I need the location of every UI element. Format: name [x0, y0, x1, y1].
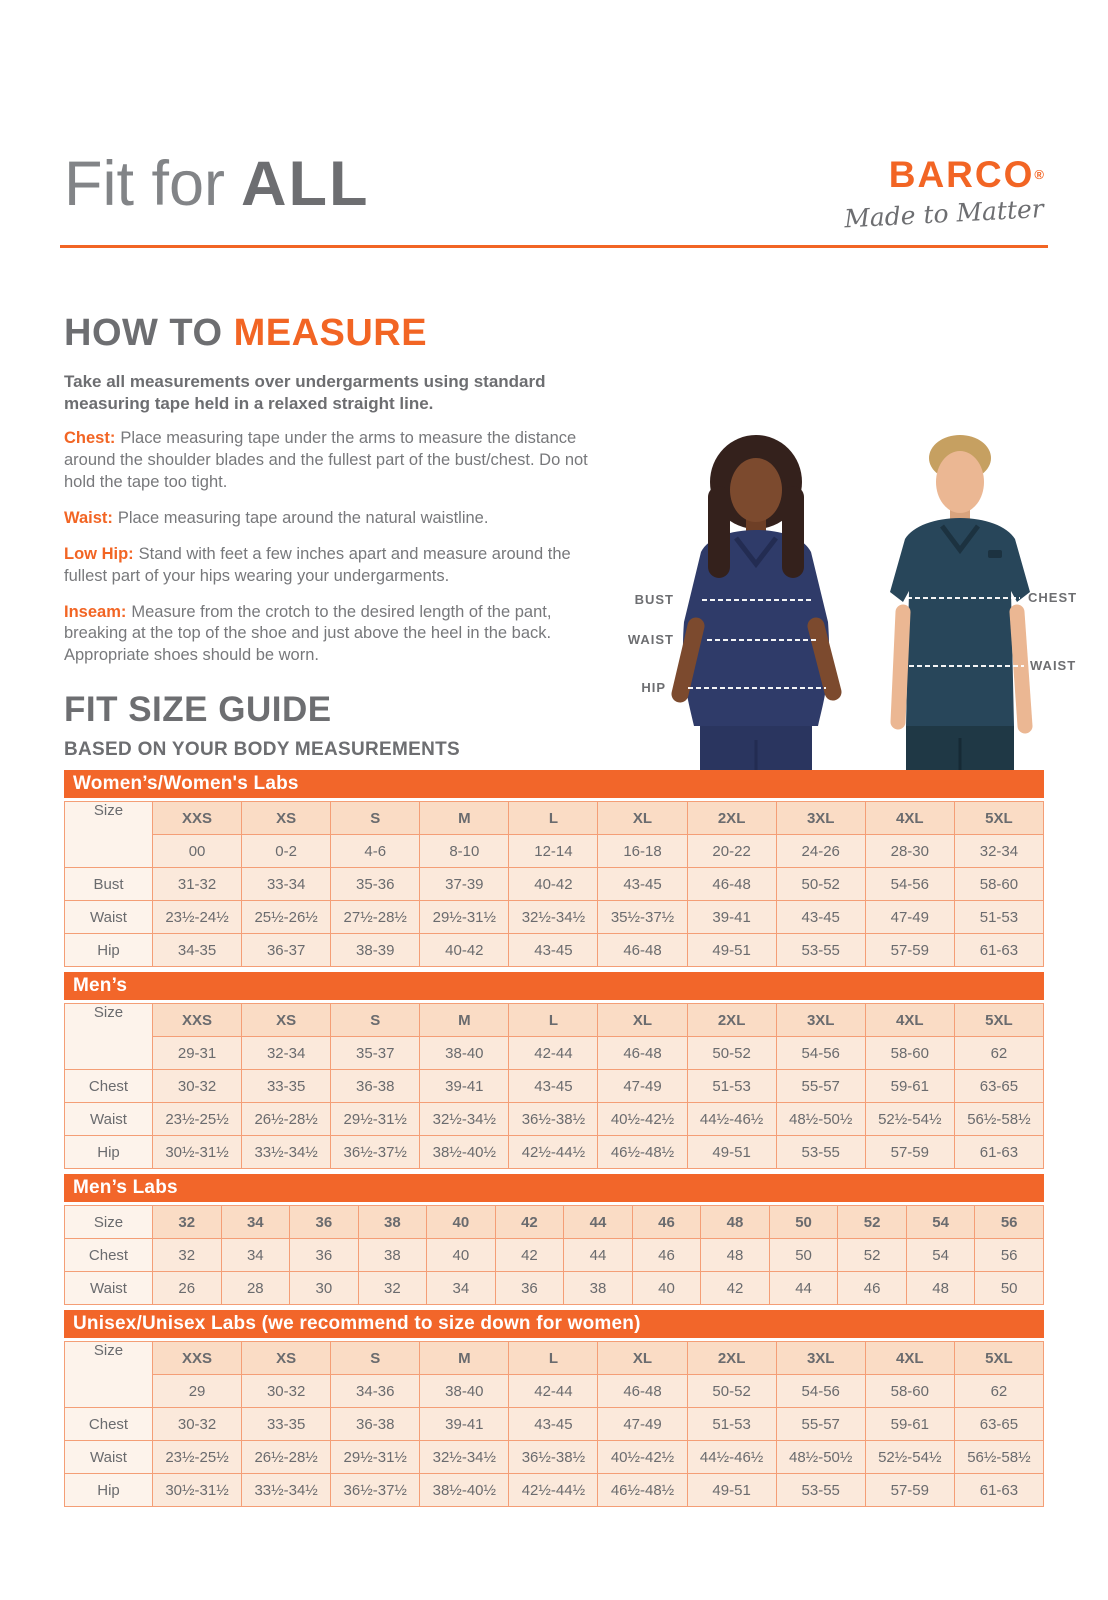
measure-value-cell: 56	[975, 1239, 1044, 1272]
measure-label-cell: Chest	[65, 1070, 153, 1103]
size-number-cell: 16-18	[598, 835, 687, 868]
step-text: Place measuring tape around the natural waistline.	[117, 508, 489, 527]
measure-label-cell: Hip	[65, 934, 153, 967]
size-number-cell: 54-56	[776, 1037, 865, 1070]
size-number-cell: 32-34	[242, 1037, 331, 1070]
size-header-cell: M	[420, 1342, 509, 1375]
measure-step-waist	[64, 508, 616, 530]
measure-value-cell: 51-53	[687, 1070, 776, 1103]
measure-value-cell: 49-51	[687, 1474, 776, 1507]
measure-value-cell: 48	[906, 1272, 975, 1305]
size-header-cell: 42	[495, 1206, 564, 1239]
measure-value-cell: 46½-48½	[598, 1474, 687, 1507]
measure-label-cell: Chest	[65, 1239, 153, 1272]
measure-value-cell: 59-61	[865, 1408, 954, 1441]
table-row	[65, 901, 1044, 934]
measure-value-cell: 40-42	[509, 868, 598, 901]
measure-value-cell: 54-56	[865, 868, 954, 901]
measure-value-cell: 55-57	[776, 1070, 865, 1103]
size-header-cell: 5XL	[954, 802, 1043, 835]
measure-value-cell: 43-45	[509, 1408, 598, 1441]
size-header-cell: 3XL	[776, 1004, 865, 1037]
step-label: Low Hip:	[64, 544, 134, 563]
measure-intro: Take all measurements over undergarments using standard measuring tape held in a relaxed straight line.	[64, 372, 546, 414]
measure-value-cell: 34-35	[153, 934, 242, 967]
size-number-cell: 38-40	[420, 1375, 509, 1408]
measure-value-cell: 44½-46½	[687, 1441, 776, 1474]
measure-value-cell: 40	[427, 1239, 496, 1272]
size-number-cell: 46-48	[598, 1375, 687, 1408]
measure-value-cell: 29½-31½	[331, 1441, 420, 1474]
brand-tagline: Made to Matter	[843, 194, 1045, 234]
measure-value-cell: 56½-58½	[954, 1441, 1043, 1474]
size-number-cell: 29	[153, 1375, 242, 1408]
measure-value-cell: 40½-42½	[598, 1441, 687, 1474]
measure-value-cell: 38	[564, 1272, 633, 1305]
size-number-cell: 24-26	[776, 835, 865, 868]
measure-value-cell: 42½-44½	[509, 1136, 598, 1169]
size-header-cell: 36	[290, 1206, 359, 1239]
how-to-measure-title-accent: MEASURE	[233, 312, 428, 354]
size-header-cell: XXS	[153, 1342, 242, 1375]
size-header-cell: M	[420, 1004, 509, 1037]
table-row	[65, 1004, 1044, 1037]
measure-value-cell: 39-41	[420, 1070, 509, 1103]
measure-value-cell: 53-55	[776, 1474, 865, 1507]
measure-value-cell: 52	[838, 1239, 907, 1272]
size-header-cell: 4XL	[865, 802, 954, 835]
measure-value-cell: 58-60	[954, 868, 1043, 901]
measure-value-cell: 33½-34½	[242, 1136, 331, 1169]
measure-value-cell: 33-35	[242, 1070, 331, 1103]
measure-value-cell: 27½-28½	[331, 901, 420, 934]
page-title-bold: ALL	[241, 149, 370, 219]
size-header-cell: 50	[769, 1206, 838, 1239]
woman-model	[680, 435, 833, 770]
measure-value-cell: 51-53	[687, 1408, 776, 1441]
measure-value-cell: 34	[427, 1272, 496, 1305]
table-row	[65, 1408, 1044, 1441]
measure-value-cell: 23½-25½	[153, 1441, 242, 1474]
measure-label-cell: Waist	[65, 1103, 153, 1136]
size-number-cell: 30-32	[242, 1375, 331, 1408]
size-header-cell: 44	[564, 1206, 633, 1239]
size-header-cell: 4XL	[865, 1342, 954, 1375]
models-photo	[604, 428, 1108, 770]
measure-value-cell: 31-32	[153, 868, 242, 901]
measure-value-cell: 38½-40½	[420, 1136, 509, 1169]
measure-value-cell: 30½-31½	[153, 1136, 242, 1169]
measure-value-cell: 36-38	[331, 1408, 420, 1441]
size-header-cell: 34	[221, 1206, 290, 1239]
size-tables	[64, 770, 1044, 1512]
size-header-cell: XXS	[153, 802, 242, 835]
step-text: Stand with feet a few inches apart and measure around the fullest part of your hips wearing your undergarments.	[64, 544, 571, 585]
size-number-cell: 42-44	[509, 1375, 598, 1408]
size-number-cell: 54-56	[776, 1375, 865, 1408]
size-number-cell: 46-48	[598, 1037, 687, 1070]
size-number-cell: 34-36	[331, 1375, 420, 1408]
size-header-cell: 2XL	[687, 802, 776, 835]
size-header-cell: 54	[906, 1206, 975, 1239]
size-number-cell: 58-60	[865, 1375, 954, 1408]
size-header-cell: S	[331, 1004, 420, 1037]
measure-value-cell: 42	[495, 1239, 564, 1272]
size-header-cell: 2XL	[687, 1342, 776, 1375]
size-number-cell: 50-52	[687, 1037, 776, 1070]
table-row	[65, 934, 1044, 967]
measure-value-cell: 39-41	[420, 1408, 509, 1441]
table-row	[65, 1103, 1044, 1136]
size-header-cell: 3XL	[776, 1342, 865, 1375]
size-header-cell: S	[331, 802, 420, 835]
measure-value-cell: 36½-37½	[331, 1474, 420, 1507]
measure-value-cell: 57-59	[865, 934, 954, 967]
table-row	[65, 835, 1044, 868]
measure-value-cell: 40½-42½	[598, 1103, 687, 1136]
table-banner: Unisex/Unisex Labs (we recommend to size down for women)	[64, 1310, 1044, 1338]
measure-label-cell: Bust	[65, 868, 153, 901]
man-model	[890, 435, 1030, 770]
measure-value-cell: 53-55	[776, 1136, 865, 1169]
size-number-cell: 4-6	[331, 835, 420, 868]
size-header-cell: XL	[598, 1342, 687, 1375]
measure-value-cell: 52½-54½	[865, 1441, 954, 1474]
size-header-cell: 5XL	[954, 1342, 1043, 1375]
size-table	[64, 801, 1044, 967]
step-text: Place measuring tape under the arms to measure the distance around the shoulder blades and the fullest part of the bust/chest. Do not hold the tape too tight.	[64, 428, 588, 491]
fit-size-guide-subtitle: BASED ON YOUR BODY MEASUREMENTS	[64, 739, 461, 760]
man-waist-label: WAIST	[1030, 658, 1077, 673]
size-header-cell: L	[509, 1342, 598, 1375]
measure-label-cell: Hip	[65, 1136, 153, 1169]
size-table	[64, 1003, 1044, 1169]
table-banner: Men’s Labs	[64, 1174, 1044, 1202]
waist-label: WAIST	[627, 632, 674, 647]
brand-name	[844, 156, 1044, 193]
how-to-measure-section	[64, 312, 616, 681]
chest-label: CHEST	[1028, 590, 1078, 605]
size-table-block-0	[64, 770, 1044, 967]
measure-value-cell: 50-52	[776, 868, 865, 901]
header-divider	[60, 245, 1048, 248]
measure-label-cell: Chest	[65, 1408, 153, 1441]
table-row	[65, 1272, 1044, 1305]
measure-label-cell: Waist	[65, 1272, 153, 1305]
measure-label-cell: Waist	[65, 1441, 153, 1474]
measure-value-cell: 61-63	[954, 934, 1043, 967]
step-label: Waist:	[64, 508, 113, 527]
measure-value-cell: 40	[632, 1272, 701, 1305]
page-title	[64, 150, 369, 219]
measure-value-cell: 51-53	[954, 901, 1043, 934]
measure-value-cell: 33½-34½	[242, 1474, 331, 1507]
measure-value-cell: 50	[769, 1239, 838, 1272]
how-to-measure-title	[64, 312, 616, 355]
measure-value-cell: 36-38	[331, 1070, 420, 1103]
measure-value-cell: 42½-44½	[509, 1474, 598, 1507]
size-header-cell: 40	[427, 1206, 496, 1239]
brand-wordmark: BARCO	[888, 154, 1035, 195]
bust-label: BUST	[634, 592, 674, 607]
measure-value-cell: 55-57	[776, 1408, 865, 1441]
brand-logo	[843, 154, 1045, 234]
measure-value-cell: 30½-31½	[153, 1474, 242, 1507]
size-number-cell: 62	[954, 1375, 1043, 1408]
size-header-cell: XXS	[153, 1004, 242, 1037]
measure-value-cell: 56½-58½	[954, 1103, 1043, 1136]
size-corner-cell: Size	[65, 1342, 153, 1408]
size-number-cell: 35-37	[331, 1037, 420, 1070]
table-row	[65, 1037, 1044, 1070]
size-header-cell: XS	[242, 1004, 331, 1037]
size-header-cell: 2XL	[687, 1004, 776, 1037]
measure-value-cell: 44	[564, 1239, 633, 1272]
measure-value-cell: 36½-38½	[509, 1441, 598, 1474]
measure-value-cell: 59-61	[865, 1070, 954, 1103]
size-table	[64, 1205, 1044, 1305]
measure-value-cell: 36	[290, 1239, 359, 1272]
measure-value-cell: 49-51	[687, 1136, 776, 1169]
measure-value-cell: 63-65	[954, 1408, 1043, 1441]
measure-value-cell: 48	[701, 1239, 770, 1272]
size-header-cell: 32	[153, 1206, 222, 1239]
measure-value-cell: 32½-34½	[420, 1441, 509, 1474]
measure-value-cell: 46-48	[598, 934, 687, 967]
hip-label: HIP	[641, 680, 666, 695]
page-title-light: Fit for	[64, 149, 226, 219]
size-header-cell: 52	[838, 1206, 907, 1239]
measure-value-cell: 40-42	[420, 934, 509, 967]
size-header-cell: M	[420, 802, 509, 835]
table-banner: Women’s/Women's Labs	[64, 770, 1044, 798]
measure-value-cell: 26½-28½	[242, 1441, 331, 1474]
measure-value-cell: 46-48	[687, 868, 776, 901]
measure-value-cell: 47-49	[598, 1408, 687, 1441]
measure-value-cell: 46	[838, 1272, 907, 1305]
measure-value-cell: 61-63	[954, 1136, 1043, 1169]
size-corner-cell: Size	[65, 1004, 153, 1070]
measure-value-cell: 30-32	[153, 1408, 242, 1441]
measure-value-cell: 35½-37½	[598, 901, 687, 934]
size-table	[64, 1341, 1044, 1507]
measure-label-cell: Waist	[65, 901, 153, 934]
measure-value-cell: 36½-38½	[509, 1103, 598, 1136]
measure-value-cell: 28	[221, 1272, 290, 1305]
measure-value-cell: 53-55	[776, 934, 865, 967]
measure-value-cell: 36½-37½	[331, 1136, 420, 1169]
measure-step-chest	[64, 428, 616, 494]
size-number-cell: 50-52	[687, 1375, 776, 1408]
size-header-cell: 56	[975, 1206, 1044, 1239]
size-number-cell: 62	[954, 1037, 1043, 1070]
size-table-block-2	[64, 1174, 1044, 1305]
size-table-block-1	[64, 972, 1044, 1169]
table-row	[65, 802, 1044, 835]
measure-value-cell: 48½-50½	[776, 1103, 865, 1136]
measure-value-cell: 49-51	[687, 934, 776, 967]
size-header-cell: XS	[242, 1342, 331, 1375]
measure-value-cell: 38-39	[331, 934, 420, 967]
measure-value-cell: 52½-54½	[865, 1103, 954, 1136]
size-header-cell: 5XL	[954, 1004, 1043, 1037]
measure-value-cell: 25½-26½	[242, 901, 331, 934]
size-number-cell: 8-10	[420, 835, 509, 868]
size-header-cell: 3XL	[776, 802, 865, 835]
measure-value-cell: 43-45	[776, 901, 865, 934]
size-header-cell: XS	[242, 802, 331, 835]
measure-value-cell: 61-63	[954, 1474, 1043, 1507]
size-number-cell: 58-60	[865, 1037, 954, 1070]
measure-value-cell: 36	[495, 1272, 564, 1305]
step-label: Inseam:	[64, 602, 127, 621]
measure-value-cell: 37-39	[420, 868, 509, 901]
size-number-cell: 29-31	[153, 1037, 242, 1070]
measure-value-cell: 57-59	[865, 1474, 954, 1507]
table-row	[65, 868, 1044, 901]
table-row	[65, 1441, 1044, 1474]
size-header-cell: 4XL	[865, 1004, 954, 1037]
measure-value-cell: 46	[632, 1239, 701, 1272]
size-header-cell: 48	[701, 1206, 770, 1239]
measure-value-cell: 30-32	[153, 1070, 242, 1103]
size-header-cell: 38	[358, 1206, 427, 1239]
measure-value-cell: 47-49	[865, 901, 954, 934]
fit-size-guide-section	[64, 690, 460, 761]
measure-value-cell: 35-36	[331, 868, 420, 901]
measure-value-cell: 36-37	[242, 934, 331, 967]
registered-mark: ®	[1034, 167, 1044, 182]
how-to-measure-title-gray: HOW TO	[64, 312, 223, 354]
fit-size-guide-title: FIT SIZE GUIDE	[64, 690, 332, 729]
step-label: Chest:	[64, 428, 116, 447]
measure-value-cell: 38½-40½	[420, 1474, 509, 1507]
size-number-cell: 38-40	[420, 1037, 509, 1070]
measure-value-cell: 29½-31½	[331, 1103, 420, 1136]
table-row	[65, 1474, 1044, 1507]
measure-value-cell: 39-41	[687, 901, 776, 934]
models-illustration	[604, 428, 1108, 770]
step-text: Measure from the crotch to the desired length of the pant, breaking at the top of the shoe and just above the heel in the back. Appropriate shoes should be worn.	[64, 602, 552, 665]
table-row	[65, 1239, 1044, 1272]
measure-value-cell: 30	[290, 1272, 359, 1305]
table-row	[65, 1206, 1044, 1239]
measure-value-cell: 33-35	[242, 1408, 331, 1441]
measure-value-cell: 26	[153, 1272, 222, 1305]
size-number-cell: 32-34	[954, 835, 1043, 868]
measure-value-cell: 54	[906, 1239, 975, 1272]
measure-value-cell: 44½-46½	[687, 1103, 776, 1136]
measure-value-cell: 32½-34½	[509, 901, 598, 934]
measure-value-cell: 32	[153, 1239, 222, 1272]
table-row	[65, 1136, 1044, 1169]
measure-value-cell: 32	[358, 1272, 427, 1305]
measure-value-cell: 34	[221, 1239, 290, 1272]
size-number-cell: 20-22	[687, 835, 776, 868]
size-corner-cell: Size	[65, 1206, 153, 1239]
measure-value-cell: 29½-31½	[420, 901, 509, 934]
size-number-cell: 00	[153, 835, 242, 868]
size-header-cell: 46	[632, 1206, 701, 1239]
measure-value-cell: 43-45	[598, 868, 687, 901]
measure-value-cell: 50	[975, 1272, 1044, 1305]
size-corner-cell: Size	[65, 802, 153, 868]
measure-value-cell: 33-34	[242, 868, 331, 901]
size-number-cell: 12-14	[509, 835, 598, 868]
size-number-cell: 0-2	[242, 835, 331, 868]
measure-value-cell: 43-45	[509, 1070, 598, 1103]
measure-value-cell: 63-65	[954, 1070, 1043, 1103]
measure-value-cell: 42	[701, 1272, 770, 1305]
size-header-cell: XL	[598, 802, 687, 835]
measure-value-cell: 46½-48½	[598, 1136, 687, 1169]
table-row	[65, 1342, 1044, 1375]
size-header-cell: S	[331, 1342, 420, 1375]
size-number-cell: 28-30	[865, 835, 954, 868]
size-header-cell: L	[509, 1004, 598, 1037]
measure-value-cell: 47-49	[598, 1070, 687, 1103]
size-number-cell: 42-44	[509, 1037, 598, 1070]
measure-value-cell: 38	[358, 1239, 427, 1272]
measure-value-cell: 32½-34½	[420, 1103, 509, 1136]
measure-value-cell: 57-59	[865, 1136, 954, 1169]
measure-label-cell: Hip	[65, 1474, 153, 1507]
size-header-cell: XL	[598, 1004, 687, 1037]
measure-value-cell: 43-45	[509, 934, 598, 967]
measure-value-cell: 48½-50½	[776, 1441, 865, 1474]
size-header-cell: L	[509, 802, 598, 835]
table-row	[65, 1375, 1044, 1408]
measure-value-cell: 23½-25½	[153, 1103, 242, 1136]
table-banner: Men’s	[64, 972, 1044, 1000]
size-table-block-3	[64, 1310, 1044, 1507]
measure-value-cell: 44	[769, 1272, 838, 1305]
measure-value-cell: 23½-24½	[153, 901, 242, 934]
measure-step-inseam	[64, 602, 616, 668]
table-row	[65, 1070, 1044, 1103]
measure-step-low-hip	[64, 544, 616, 588]
measure-value-cell: 26½-28½	[242, 1103, 331, 1136]
